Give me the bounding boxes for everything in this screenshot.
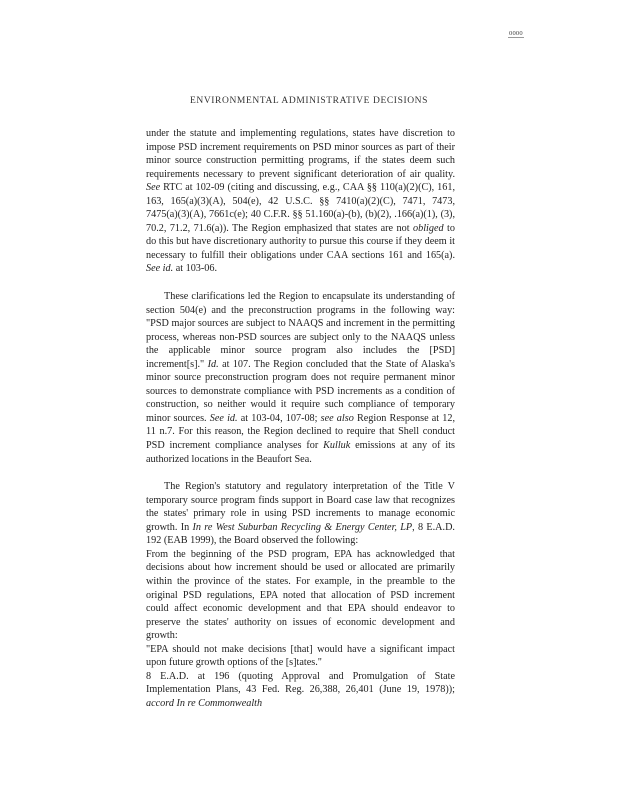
paragraph-3: The Region's statutory and regulatory interpretation of the Title V temporary source program finds support in Board case law that recognizes the states' primary role in using PSD increments to manage economic growth. In In re West Suburban Recycling & Energy Center, LP, 8 E.A.D. 192 (EAB 1999), the Board observed the following: [146, 481, 455, 547]
paragraph-2: These clarifications led the Region to encapsulate its understanding of section 504(e) and the preconstruction programs in the following way: "PSD major sources are subject to NAAQS and increment in the permitting process, whereas non-PSD sources are subject only to the NAAQS unless the applicable minor source program also includes the [PSD] increment[s]." Id. at 107. The Region concluded that the State of Alaska's minor source preconstruction program does not require permanent minor sources to demonstrate compliance with PSD increments as a condition of construction, so neither would it require such compliance of temporary minor sources. See id. at 103-04, 107-08; see also Region Response at 12, 11 n.7. For this reason, the Region declined to require that Shell conduct PSD increment compliance analyses for Kulluk emissions at any of its authorized locations in the Beaufort Sea. [146, 291, 456, 465]
paragraph-4: 8 E.A.D. at 196 (quoting Approval and Promulgation of State Implementation Plans, 43 Fed. Reg. 26,388, 26,401 (June 19, 1978)); accord In re Commonwealth [146, 670, 455, 709]
citation-signal: Id. [207, 358, 219, 370]
document-body [146, 127, 455, 710]
emphasis: obliged [413, 222, 444, 234]
nested-block-quote: "EPA should not make decisions [that] would have a significant impact upon future growth options of the [s]tates." [146, 643, 455, 669]
page-number: 0000 [509, 30, 523, 37]
paragraph-1: under the statute and implementing regulations, states have discretion to impose PSD increment requirements on PSD minor sources as part of their minor source construction permitting programs, if the states deem such requirements necessary to prevent significant deterioration of air quality. See RTC at 102-09 (citing and discussing, e.g., CAA §§ 110(a)(2)(C), 161, 163, 165(a)(3)(A), 504(e), 42 U.S.C. §§ 7410(a)(2)(C), 7471, 7473, 7475(a)(3)(A), 7661c(e); 40 C.F.R. §§ 51.160(a)-(b), (b)(2), .166(a)(1), (3), 70.2, 71.2, 71.6(a)). The Region emphasized that states are not obliged to do this but have discretionary authority to pursue this course if they deem it necessary to fulfill their obligations under CAA sections 161 and 165(a). See id. at 103-06. [146, 128, 455, 275]
running-head: ENVIRONMENTAL ADMINISTRATIVE DECISIONS [189, 96, 429, 106]
vessel-name: Kulluk [323, 440, 351, 452]
citation-signal: See [146, 182, 161, 194]
citation-signal: See id. [146, 263, 174, 275]
case-name: accord In re Commonwealth [146, 697, 263, 709]
citation-signal: See id. [209, 412, 238, 424]
case-name: In re West Suburban Recycling & Energy Center, LP [192, 521, 413, 533]
citation-signal: see also [320, 412, 354, 424]
block-quote: From the beginning of the PSD program, EPA has acknowledged that decisions about how increment should be used or allocated are primarily within the province of the states. For example, in the preamble to the original PSD regulations, EPA noted that allocation of PSD increment could affect economic development and that EPA should endeavor to preserve the states' authority on issues of economic development and growth: [146, 548, 455, 642]
